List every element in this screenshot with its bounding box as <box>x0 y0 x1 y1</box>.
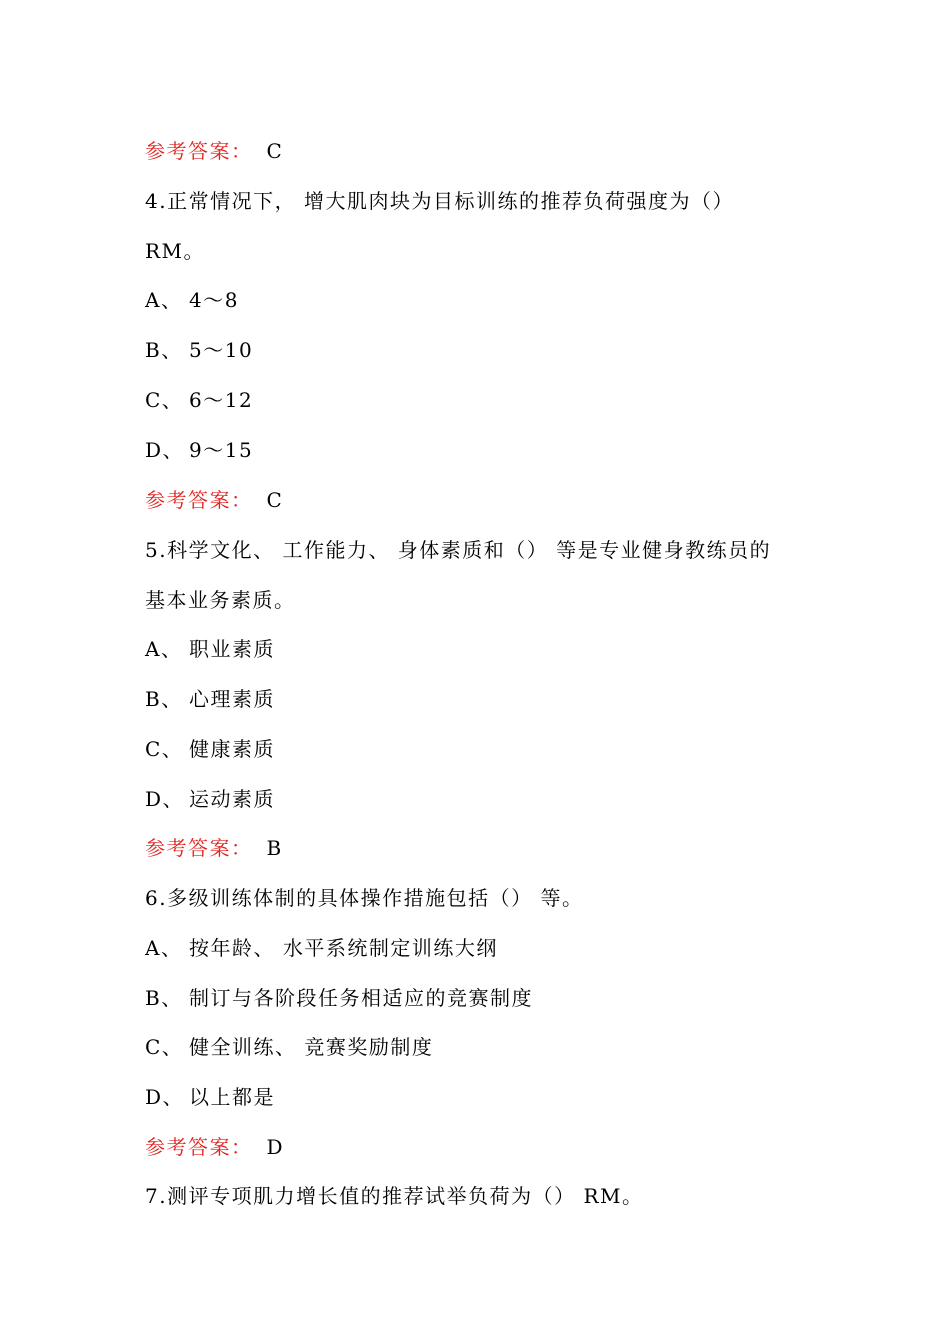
answer-label: 参考答案： <box>145 836 253 860</box>
question-6-line-1: 6.多级训练体制的具体操作措施包括（） 等。 <box>145 886 584 910</box>
question-4-option-b <box>145 336 253 364</box>
question-5-option-c <box>145 735 275 763</box>
option-text: 心理素质 <box>189 687 275 711</box>
question-5-option-b <box>145 685 275 713</box>
option-letter: C、 <box>145 737 184 761</box>
option-text: 运动素质 <box>189 787 275 811</box>
option-letter: B、 <box>145 687 183 711</box>
option-letter: A、 <box>145 288 183 312</box>
option-text: 职业素质 <box>189 637 275 661</box>
option-text: 5～10 <box>189 338 254 362</box>
question-5-line-1: 5.科学文化、 工作能力、 身体素质和（） 等是专业健身教练员的 <box>145 538 772 562</box>
option-text: 制订与各阶段任务相适应的竞赛制度 <box>189 986 533 1010</box>
option-letter: D、 <box>145 787 185 811</box>
option-text: 健全训练、 竞赛奖励制度 <box>189 1035 434 1059</box>
question-6-option-c <box>145 1033 433 1061</box>
question-6-option-a <box>145 934 498 962</box>
answer-line-4 <box>145 486 283 514</box>
answer-line-6 <box>145 1133 284 1161</box>
answer-value: B <box>266 836 283 860</box>
option-text: 健康素质 <box>189 737 275 761</box>
answer-label: 参考答案： <box>145 1135 253 1159</box>
answer-line-3 <box>145 137 283 165</box>
answer-label: 参考答案： <box>145 139 253 163</box>
option-letter: C、 <box>145 1035 184 1059</box>
question-4-option-d <box>145 436 253 464</box>
answer-value: D <box>266 1135 285 1159</box>
option-letter: B、 <box>145 338 183 362</box>
question-6-option-b <box>145 984 533 1012</box>
question-4-option-a <box>145 286 239 314</box>
question-5-option-a <box>145 635 275 663</box>
answer-value: C <box>266 139 284 163</box>
answer-label: 参考答案： <box>145 488 253 512</box>
option-letter: A、 <box>145 637 183 661</box>
option-text: 4～8 <box>189 288 239 312</box>
question-4-line-2: RM。 <box>145 239 206 263</box>
question-5-option-d <box>145 785 275 813</box>
option-letter: D、 <box>145 1085 185 1109</box>
answer-value: C <box>266 488 284 512</box>
question-4-line-1: 4.正常情况下， 增大肌肉块为目标训练的推荐负荷强度为（） <box>145 189 734 213</box>
option-letter: B、 <box>145 986 183 1010</box>
question-5-line-2: 基本业务素质。 <box>145 588 296 612</box>
option-letter: D、 <box>145 438 185 462</box>
option-text: 9～15 <box>189 438 254 462</box>
option-letter: A、 <box>145 936 183 960</box>
option-text: 按年龄、 水平系统制定训练大纲 <box>189 936 498 960</box>
question-4-option-c <box>145 386 253 414</box>
option-letter: C、 <box>145 388 184 412</box>
question-7-line-1: 7.测评专项肌力增长值的推荐试举负荷为（） RM。 <box>145 1184 644 1208</box>
question-6-option-d <box>145 1083 275 1111</box>
answer-line-5 <box>145 834 283 862</box>
option-text: 6～12 <box>189 388 254 412</box>
option-text: 以上都是 <box>189 1085 275 1109</box>
